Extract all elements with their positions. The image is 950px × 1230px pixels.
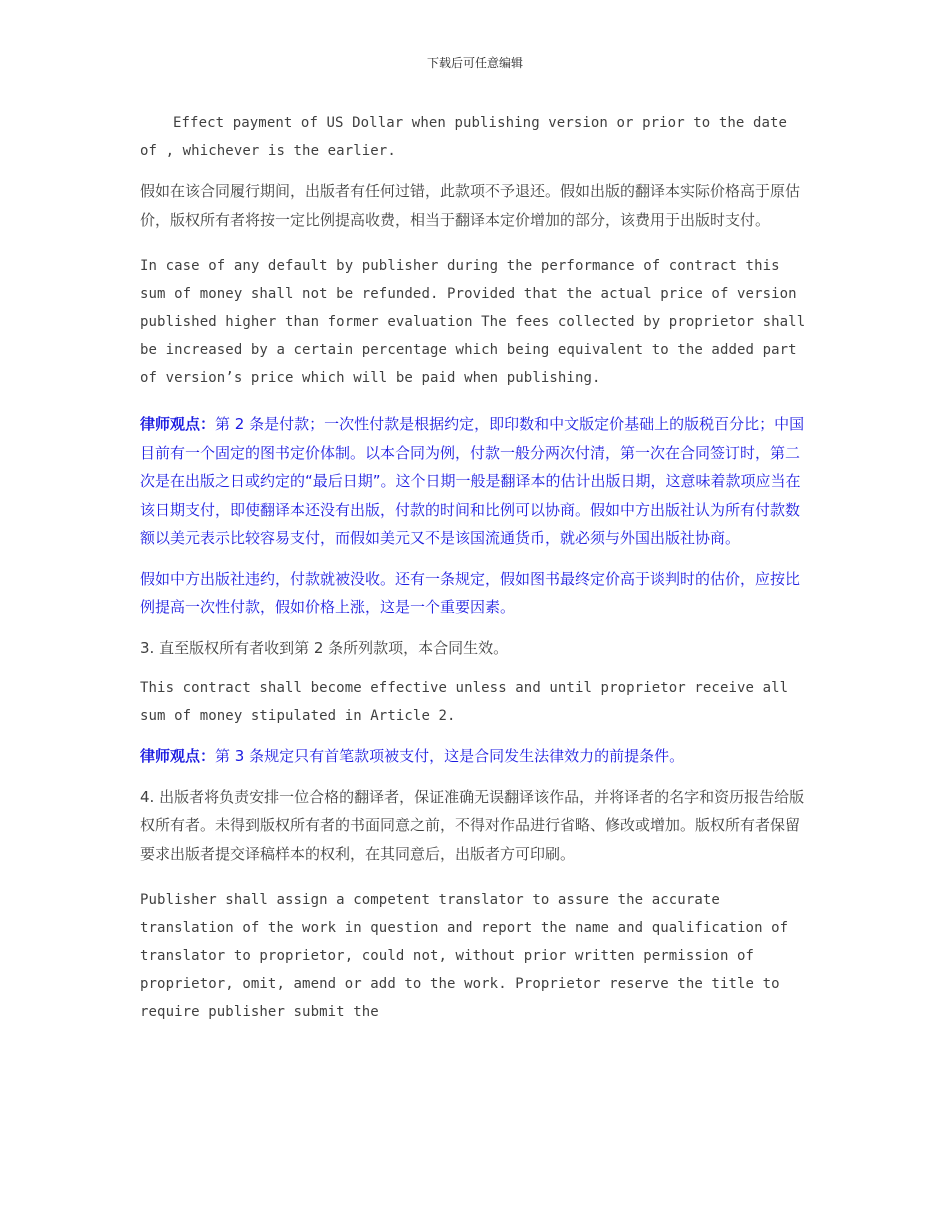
paragraph-refund-zh: 假如在该合同履行期间，出版者有任何过错，此款项不予退还。假如出版的翻译本实际价格高于原估价，版权所有者将按一定比例提高收费，相当于翻译本定价增加的部分，该费用于出版时支付。 bbox=[140, 182, 801, 229]
clause-4-zh: 4. 出版者将负责安排一位合格的翻译者，保证准确无误翻译该作品，并将译者的名字和资历报告给版权所有者。未得到版权所有者的书面同意之前，不得对作品进行省略、修改或增加。版权所有者保留要求出版者提交译稿样本的权利，在其同意后，出版者方可印刷。 bbox=[140, 787, 805, 863]
clause-3-zh: 3. 直至版权所有者收到第 2 条所列款项，本合同生效。 bbox=[140, 638, 509, 657]
lawyer-opinion-label: 律师观点： bbox=[140, 747, 216, 765]
paragraph-refund-en: In case of any default by publisher during the performance of contract this sum of money shall not be refunded. Provided that the actual price of version published higher than former evaluation The fees collected by proprietor shall be increased by a certain percentage which being equivalent to the added part of version’s price which will be paid when publishing. bbox=[140, 258, 806, 386]
lawyer-opinion-text: 第 2 条是付款；一次性付款是根据约定，即印数和中文版定价基础上的版税百分比；中国目前有一个固定的图书定价体制。以本合同为例，付款一般分两次付清，第一次在合同签订时，第二次是在出版之日或约定的“最后日期”。这个日期一般是翻译本的估计出版日期，这意味着款项应当在该日期支付，即使翻译本还没有出版，付款的时间和比例可以协商。假如中方出版社认为所有付款数额以美元表示比较容易支付，而假如美元又不是该国流通货币，就必须与外国出版社协商。 bbox=[140, 415, 805, 547]
page-header: 下载后可任意编辑 bbox=[426, 56, 523, 70]
paragraph-payment-en: Effect payment of US Dollar when publishing version or prior to the date of , whichever is the earlier. bbox=[140, 115, 788, 159]
lawyer-opinion-label: 律师观点： bbox=[140, 415, 216, 433]
clause-4-en: Publisher shall assign a competent translator to assure the accurate translation of the work in question and report the name and qualification of translator to proprietor, could not, without prior written permission of proprietor, omit, amend or add to the work. Proprietor reserve the title to require publisher submit the bbox=[140, 892, 789, 1020]
lawyer-opinion-default: 假如中方出版社违约，付款就被没收。还有一条规定，假如图书最终定价高于谈判时的估价，应按比例提高一次性付款，假如价格上涨，这是一个重要因素。 bbox=[140, 569, 801, 616]
lawyer-opinion-article-2 bbox=[140, 410, 812, 553]
clause-3-en: This contract shall become effective unless and until proprietor receive all sum of money stipulated in Article 2. bbox=[140, 680, 789, 724]
lawyer-opinion-text: 第 3 条规定只有首笔款项被支付，这是合同发生法律效力的前提条件。 bbox=[215, 747, 685, 765]
document-body bbox=[140, 109, 812, 1026]
lawyer-opinion-article-3 bbox=[140, 742, 812, 771]
